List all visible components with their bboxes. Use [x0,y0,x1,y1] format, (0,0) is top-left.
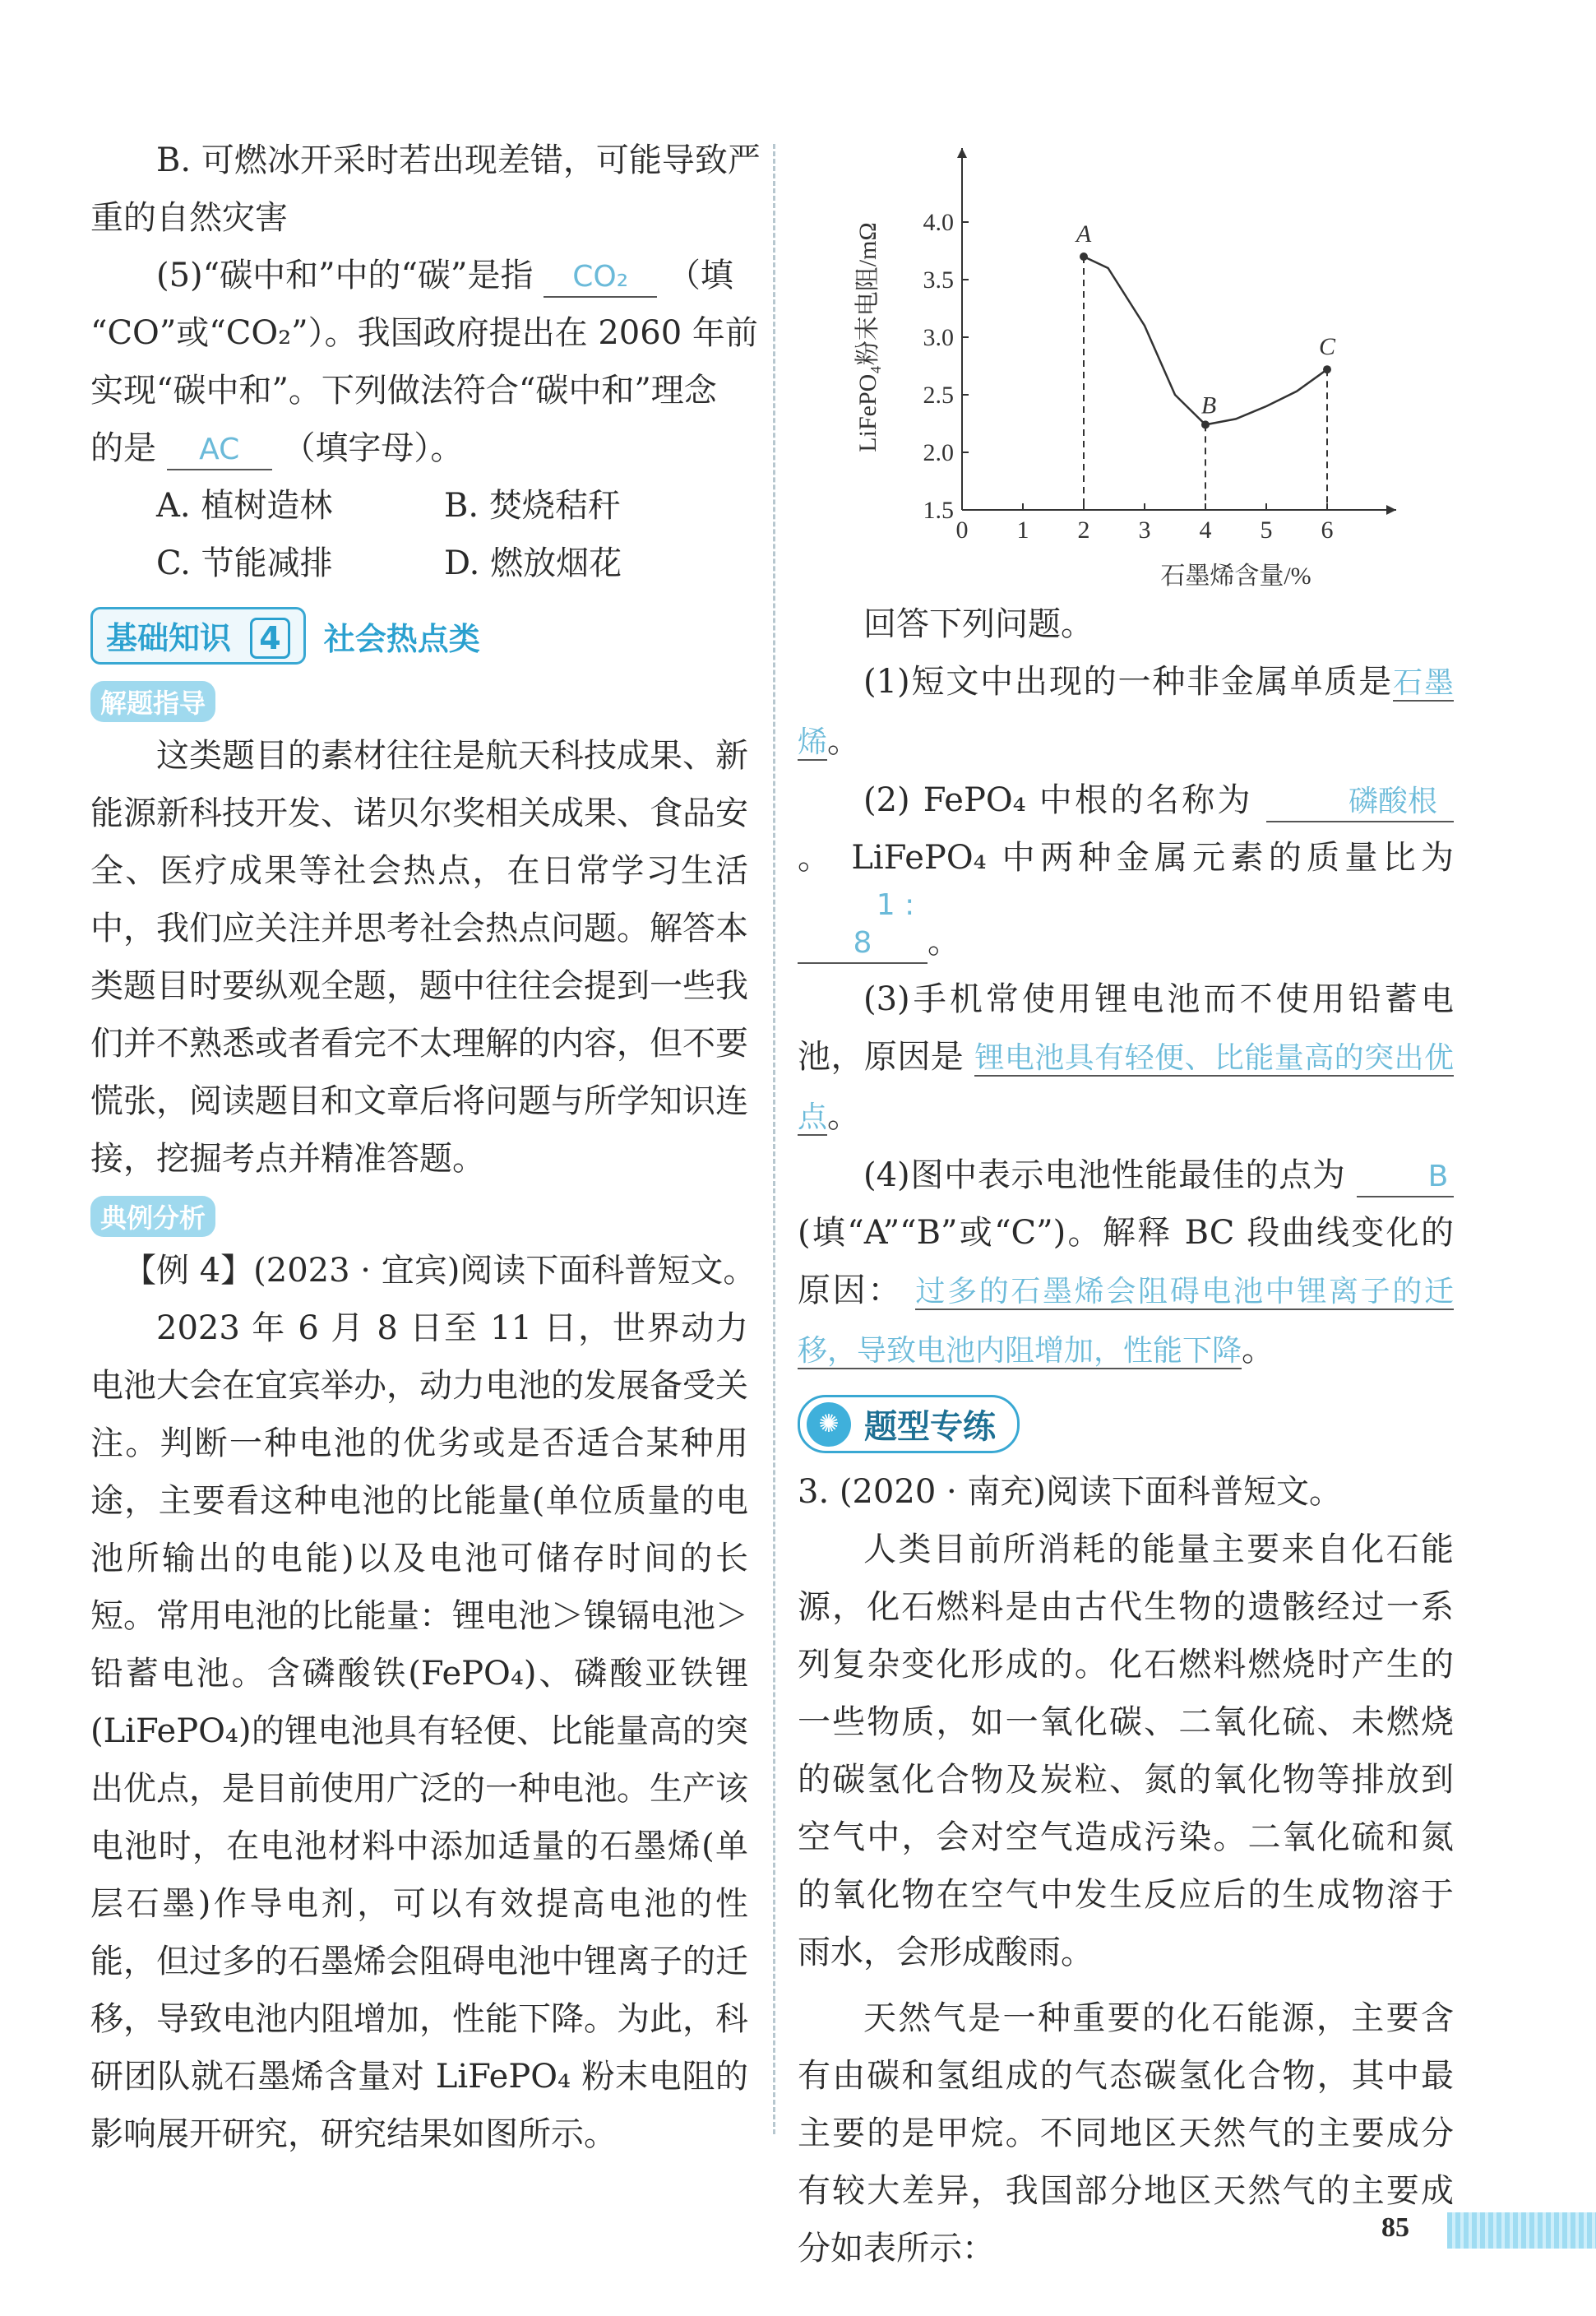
banner-label [90,607,306,665]
question-4: (4)图中表示电池性能最佳的点为 B (填“A”“B”或“C”)。解释 BC 段曲线变化的原因： 过多的石墨烯会阻碍电池中锂离子的迁移，导致电池内阻增加，性能下降。 [798,1156,1455,1369]
option-d: D. 燃放烟花 [444,544,622,582]
y-tick-label: 3.5 [923,266,954,294]
option-b-text-cont: 重的自然灾害 [90,199,288,237]
answer-blank-bc-reason[interactable]: 过多的石墨烯会阻碍电池中锂离子的迁移，导致电池内阻增加，性能下降 [798,1275,1455,1368]
resistance-chart [798,132,1454,609]
banner-topic: 社会热点类 [323,620,480,657]
y-tick-label: 3.0 [923,324,954,351]
y-tick-label: 2.0 [923,439,954,466]
practice-banner [798,1395,1020,1453]
guide-chip: 解题指导 [90,681,215,722]
y-tick-label: 1.5 [923,497,954,524]
question-3-text: (3)手机常使用锂电池而不使用铅蓄电池，原因是 [798,980,1454,1076]
answer-blank-best-point[interactable]: B [1357,1158,1454,1197]
passage-paragraph-2: 天然气是一种重要的化石能源，主要含有由碳和氢组成的气态碳氢化合物，其中最主要的是甲烷。不同地区天然气的主要成分有较大差异，我国部分地区天然气的主要成分如表所示： [798,1999,1454,2267]
left-column [90,132,761,2163]
brain-icon: ✺ [807,1402,851,1447]
y-axis-label: LiFePO₄粉末电阻/mΩ [854,222,881,452]
question-2: (2) FePO₄ 中根的名称为 磷酸根。 LiFePO₄ 中两种金属元素的质量比为 1 : 8 。 [798,771,1454,970]
answer-blank-graphene[interactable]: 石墨烯 [798,666,1454,759]
option-c: C. 节能减排 [156,544,333,582]
page-edge-decoration [1447,2212,1596,2249]
question-5-line-1 [90,247,748,304]
data-point-a [1080,252,1088,261]
y-axis-arrow [957,148,967,158]
question-2-line-2: LiFePO₄ 中两种金属元素的质量比为 [851,839,1454,877]
question-1 [798,653,1454,771]
option-b-text: B. 可燃冰开采时若出现差错，可能导致严 [156,141,761,179]
question-3: (3)手机常使用锂电池而不使用铅蓄电池，原因是 锂电池具有轻便、比能量高的突出优点。 [798,980,1454,1135]
column-divider [773,144,775,2134]
point-label-a: A [1076,220,1092,248]
x-axis-label: 石墨烯含量/% [1160,563,1311,590]
x-tick-label: 1 [1016,516,1029,544]
question-5-suffix: （填 [667,257,733,294]
answer-blank-reason[interactable]: 锂电池具有轻便、比能量高的突出优点 [798,1041,1454,1134]
answer-blank-phosphate[interactable]: 磷酸根 [1266,783,1454,822]
point-label-c: C [1318,333,1336,361]
example-chip: 典例分析 [90,1196,215,1237]
question-5-line-4-suffix: （填字母）。 [282,429,464,467]
y-tick-label: 4.0 [923,209,954,236]
point-label-b: B [1200,391,1217,419]
page-number: 85 [1381,2212,1409,2243]
question-5-line-4 [90,419,748,477]
guide-paragraph: 这类题目的素材往往是航天科技成果、新能源新科技开发、诺贝尔奖相关成果、食品安全、医疗成果等社会热点，在日常学习生活中，我们应关注并思考社会热点问题。解答本类题目时要纵观全题，题中往往会提到一些我们并不熟悉或者看完不太理解的内容，但不要慌张，阅读题目和文章后将问题与所学知识连接，挖掘考点并精准答题。 [90,737,748,1178]
question-1-text: (1)短文中出现的一种非金属单质是 [863,663,1394,701]
data-point-c [1323,365,1331,373]
data-point-b [1201,420,1210,428]
x-tick-label: 2 [1077,516,1090,544]
question-1-end: 。 [827,722,861,760]
question-2-text: (2) FePO₄ 中根的名称为 [863,781,1253,819]
options-row-2 [90,535,748,592]
question-4-text: (4)图中表示电池性能最佳的点为 [863,1156,1346,1194]
x-tick-label: 3 [1138,516,1151,544]
option-b: B. 焚烧秸秆 [444,487,621,525]
x-tick-label: 5 [1260,516,1273,544]
question-5-line-4-prefix: 的是 [90,429,156,467]
banner-label-text: 基础知识 [106,620,232,656]
question-4-line-2: (填“A”“B”或“C”)。解释 BC 段曲线变化的原因： [798,1214,1454,1309]
y-tick-label: 2.5 [923,382,954,409]
example-paragraph: 2023 年 6 月 8 日至 11 日，世界动力电池大会在宜宾举办，动力电池的发展备受关注。判断一种电池的优劣或是否适合某种用途，主要看这种电池的比能量(单位质量的电池所输出的电能)以及电池可储存时间的长短。常用电池的比能量：锂电池＞镍镉电池＞铅蓄电池。含磷酸铁(FePO₄)、磷酸亚铁锂(LiFePO₄)的锂电池具有轻便、比能量高的突出优点，是目前使用广泛的一种电池。生产该电池时，在电池材料中添加适量的石墨烯(单层石墨)作导电剂，可以有效提高电池的性能，但过多的石墨烯会阻碍电池中锂离子的迁移，导致电池内阻增加，性能下降。为此，科研团队就石墨烯含量对 LiFePO₄ 粉末电阻的影响展开研究，研究结果如图所示。 [90,1309,748,2153]
option-a: A. 植树造林 [156,487,333,525]
options-row-1 [90,477,748,535]
x-axis-arrow [1386,505,1396,515]
practice-title: 题型专练 [864,1408,996,1446]
question-3-heading: 3. (2020 · 南充)阅读下面科普短文。 [798,1473,1343,1511]
x-tick-label: 6 [1321,516,1334,544]
question-2-end: 。 [928,923,960,961]
question-5-prefix: (5)“碳中和”中的“碳”是指 [156,257,534,294]
right-column [798,132,1454,2277]
passage-paragraph-1: 人类目前所消耗的能量主要来自化石能源，化石燃料是由古代生物的遗骸经过一系列复杂变化形成的。化石燃料燃烧时产生的一些物质，如一氧化碳、二氧化硫、未燃烧的碳氢化合物及炭粒、氮的氧化物等排放到空气中，会对空气造成污染。二氧化硫和氮的氧化物在空气中发生反应后的生成物溶于雨水，会形成酸雨。 [798,1531,1454,1971]
answer-intro: 回答下列问题。 [863,605,1094,643]
question-5-line-3: 实现“碳中和”。下列做法符合“碳中和”理念 [90,372,717,410]
answer-blank-co2[interactable]: CO₂ [544,258,657,298]
section-banner [90,607,748,665]
answer-blank-mass-ratio[interactable]: 1 : 8 [798,887,928,964]
x-tick-label: 4 [1199,516,1212,544]
x-tick-label: 0 [955,516,969,544]
banner-number: 4 [250,618,289,659]
question-5-line-2: “CO”或“CO₂”）。我国政府提出在 2060 年前 [90,314,758,352]
example-heading: 【例 4】(2023 · 宜宾)阅读下面科普短文。 [123,1252,756,1290]
answer-blank-ac[interactable]: AC [167,431,272,470]
